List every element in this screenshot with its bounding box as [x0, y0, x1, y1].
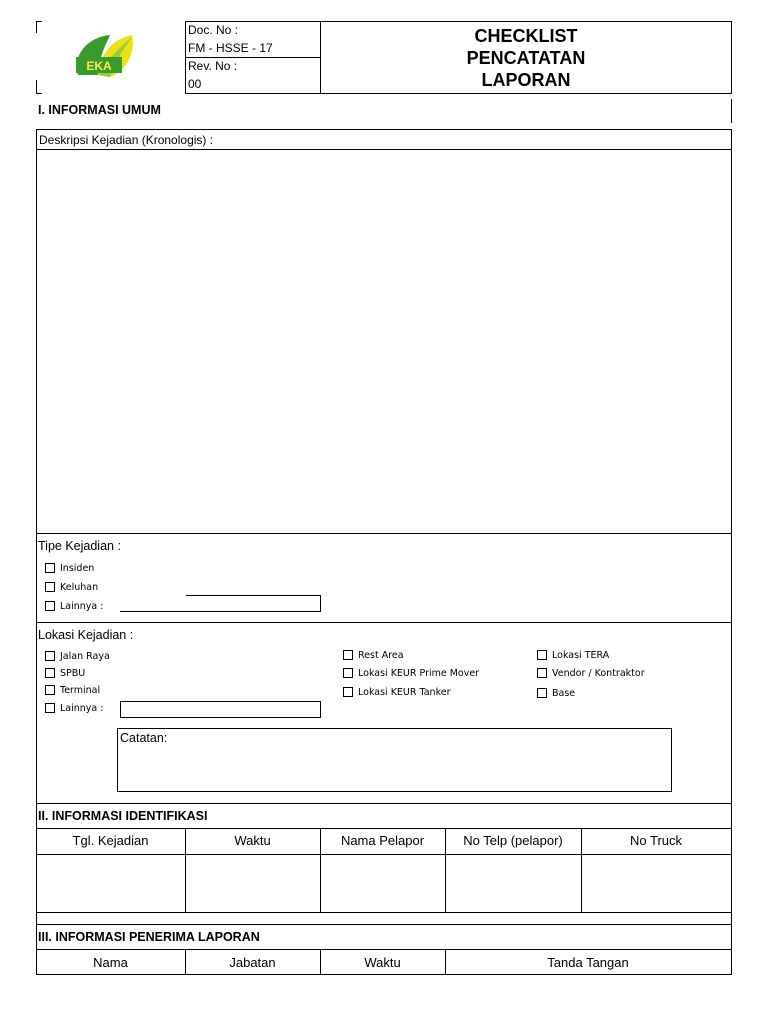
- column-header: Nama Pelapor: [340, 833, 425, 848]
- option-label: Lainnya :: [60, 703, 104, 714]
- logo-text: EKA: [86, 59, 112, 73]
- checkbox-base[interactable]: [537, 688, 547, 698]
- option-label: Insiden: [60, 563, 95, 574]
- logo-frame-mark: [36, 93, 42, 94]
- section-heading-identification: II. INFORMASI IDENTIFIKASI: [38, 809, 208, 823]
- logo-frame-mark: [36, 80, 37, 93]
- incident-time-input[interactable]: [186, 855, 320, 912]
- doc-no-label: Doc. No :: [188, 23, 239, 37]
- notes-label: Catatan:: [120, 731, 168, 745]
- option-label: Lokasi TERA: [552, 650, 610, 661]
- checkbox-vendor-kontraktor[interactable]: [537, 668, 547, 678]
- option-label: Base: [552, 688, 576, 699]
- location-other-input[interactable]: [120, 701, 321, 718]
- column-header: Nama: [93, 955, 128, 970]
- incident-date-input[interactable]: [37, 855, 185, 912]
- description-field[interactable]: [37, 150, 731, 533]
- option-label: Lainnya :: [60, 601, 104, 612]
- checkbox-jalan-raya[interactable]: [45, 651, 55, 661]
- column-header: Tgl. Kejadian: [72, 833, 149, 848]
- option-label: SPBU: [60, 668, 86, 679]
- title-line: PENCATATAN: [466, 48, 586, 68]
- column-header: Jabatan: [229, 955, 276, 970]
- checkbox-spbu[interactable]: [45, 668, 55, 678]
- option-label: Vendor / Kontraktor: [552, 668, 645, 679]
- reporter-phone-input[interactable]: [446, 855, 581, 912]
- section-heading-general-info: I. INFORMASI UMUM: [38, 103, 161, 117]
- column-header: No Telp (pelapor): [463, 833, 563, 848]
- option-label: Lokasi KEUR Prime Mover: [358, 668, 480, 679]
- option-label: Keluhan: [60, 582, 99, 593]
- incident-type-label: Tipe Kejadian :: [38, 539, 121, 553]
- description-label: Deskripsi Kejadian (Kronologis) :: [39, 133, 214, 147]
- location-label: Lokasi Kejadian :: [38, 628, 134, 642]
- doc-no-value: FM - HSSE - 17: [188, 41, 273, 55]
- section-divider: [731, 99, 732, 123]
- checkbox-rest-area[interactable]: [343, 650, 353, 660]
- section-heading-recipient: III. INFORMASI PENERIMA LAPORAN: [38, 930, 260, 944]
- notes-field[interactable]: [117, 728, 672, 792]
- truck-number-input[interactable]: [582, 855, 731, 912]
- incident-type-other-input[interactable]: [120, 596, 320, 611]
- option-label: Rest Area: [358, 650, 404, 661]
- checkbox-keluhan[interactable]: [45, 582, 55, 592]
- logo-frame-mark: [36, 21, 37, 33]
- title-line: LAPORAN: [481, 70, 571, 90]
- column-header: Waktu: [364, 955, 401, 970]
- checkbox-insiden[interactable]: [45, 563, 55, 573]
- option-label: Terminal: [60, 685, 101, 696]
- reporter-name-input[interactable]: [321, 855, 445, 912]
- document-title: [321, 25, 731, 91]
- logo-frame-mark: [36, 21, 42, 22]
- rev-no-value: 00: [188, 77, 202, 91]
- column-header: No Truck: [629, 833, 682, 848]
- eka-logo: [70, 31, 140, 81]
- checkbox-lainnya-type[interactable]: [45, 601, 55, 611]
- checkbox-keur-tanker[interactable]: [343, 687, 353, 697]
- title-line: CHECKLIST: [474, 26, 578, 46]
- column-header: Tanda Tangan: [547, 955, 629, 970]
- checkbox-keur-prime-mover[interactable]: [343, 668, 353, 678]
- checkbox-terminal[interactable]: [45, 685, 55, 695]
- checkbox-lainnya-location[interactable]: [45, 703, 55, 713]
- rev-no-label: Rev. No :: [188, 59, 238, 73]
- option-label: Lokasi KEUR Tanker: [358, 687, 451, 698]
- checkbox-lokasi-tera[interactable]: [537, 650, 547, 660]
- column-header: Waktu: [234, 833, 271, 848]
- option-label: Jalan Raya: [60, 651, 110, 662]
